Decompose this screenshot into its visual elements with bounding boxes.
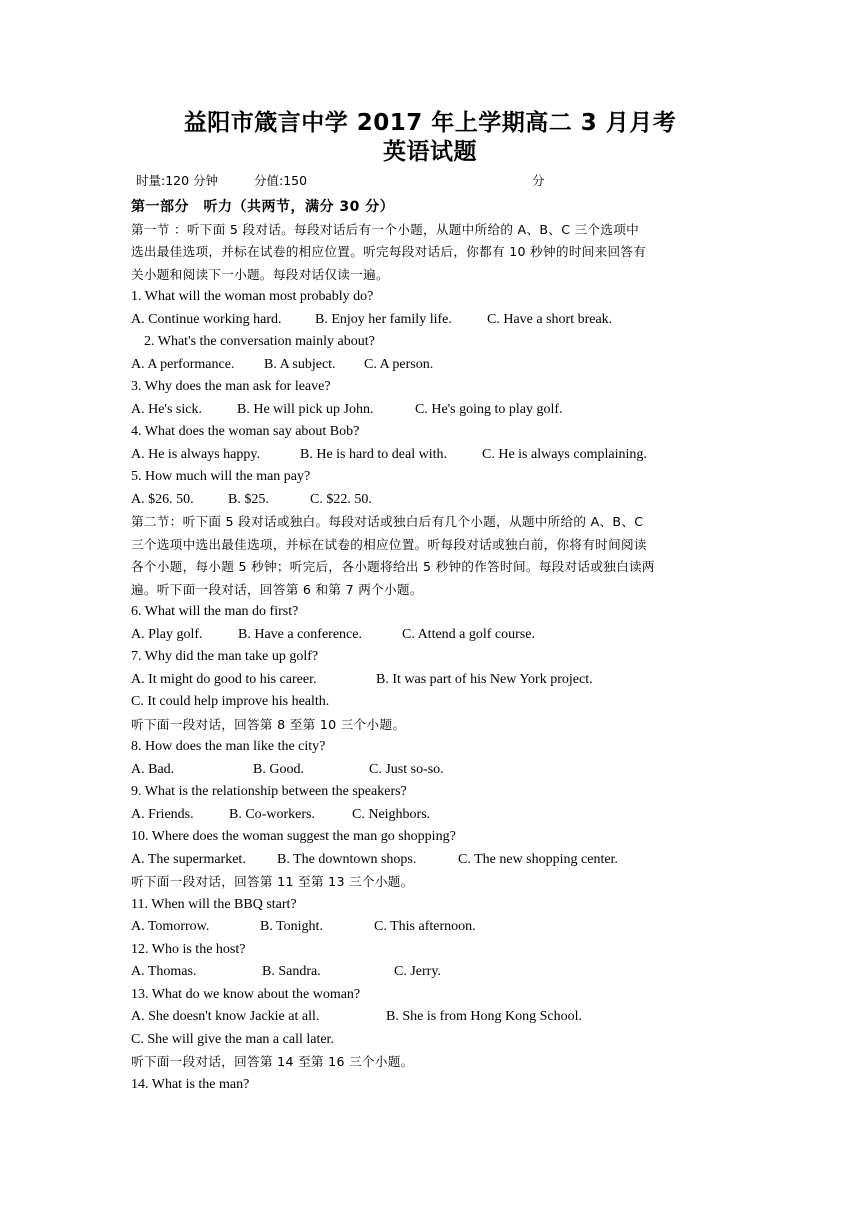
option-c: C. Just so-so. — [369, 761, 444, 777]
listening-note: 听下面一段对话，回答第 14 至第 16 三个小题。 — [131, 1054, 414, 1069]
question-options — [131, 624, 731, 647]
option-a: A. He's sick. — [131, 401, 202, 417]
question-text: 11. When will the BBQ start? — [131, 896, 297, 912]
question-text: 2. What's the conversation mainly about? — [144, 334, 375, 349]
exam-content — [131, 196, 731, 1096]
option-c: C. Have a short break. — [487, 311, 613, 327]
option-b: B. He will pick up John. — [237, 401, 374, 417]
listening-note: 听下面一段对话，回答第 8 至第 10 三个小题。 — [131, 716, 406, 732]
question-options — [131, 489, 731, 512]
question-text: 9. What is the relationship between the speakers? — [131, 784, 407, 799]
option-b: B. He is hard to deal with. — [300, 446, 447, 462]
option-b: B. Have a conference. — [238, 626, 362, 642]
instruction-line: 第二节：听下面 5 段对话或独白。每段对话或独白后有几个小题，从题中所给的 A、B、C — [131, 514, 644, 529]
option-a: A. Bad. — [131, 761, 175, 777]
question-text: 1. What will the woman most probably do? — [131, 289, 374, 304]
question-options — [131, 309, 731, 332]
option-b: B. Co-workers. — [229, 806, 315, 822]
question-text: 8. How does the man like the city? — [131, 739, 326, 754]
question-text: 4. What does the woman say about Bob? — [131, 424, 360, 439]
option-b: B. It was part of his New York project. — [376, 671, 593, 687]
option-b: B. Enjoy her family life. — [315, 311, 452, 327]
question-text: 12. Who is the host? — [131, 941, 246, 957]
option-c: C. This afternoon. — [374, 919, 476, 934]
option-c: C. Attend a golf course. — [402, 626, 535, 642]
question-options — [131, 759, 731, 782]
question-text: 7. Why did the man take up golf? — [131, 649, 319, 664]
option-a: A. $26. 50. — [131, 491, 194, 507]
option-c: C. The new shopping center. — [458, 851, 618, 867]
question-options — [131, 804, 731, 827]
question-text: 5. How much will the man pay? — [131, 469, 311, 484]
question-options — [131, 916, 731, 939]
question-text: 6. What will the man do first? — [131, 604, 299, 619]
option-a: A. Thomas. — [131, 964, 197, 979]
question-options — [131, 961, 731, 984]
question-options — [131, 399, 731, 422]
option-a: A. The supermarket. — [131, 851, 246, 867]
section-heading: 第一部分 听力（共两节，满分 30 分） — [131, 199, 395, 215]
question-options — [131, 849, 731, 872]
option-a: A. Tomorrow. — [131, 919, 210, 934]
question-text: 14. What is the man? — [131, 1076, 250, 1092]
listening-note: 听下面一段对话，回答第 11 至第 13 三个小题。 — [131, 874, 414, 889]
question-text: 10. Where does the woman suggest the man go shopping? — [131, 829, 456, 844]
option-a: A. She doesn't know Jackie at all. — [131, 1009, 320, 1024]
option-b: B. A subject. — [264, 356, 336, 372]
option-c: C. He's going to play golf. — [415, 401, 563, 417]
instruction-line: 第一节 ：听下面 5 段对话。每段对话后有一个小题，从题中所给的 A、B、C 三个选项中 — [131, 221, 640, 237]
option-b: B. Tonight. — [260, 919, 323, 934]
question-text: 13. What do we know about the woman? — [131, 986, 361, 1002]
instruction-line: 遍。听下面一段对话，回答第 6 和第 7 两个小题。 — [131, 581, 423, 597]
question-text: 3. Why does the man ask for leave? — [131, 379, 331, 394]
instruction-line: 关小题和阅读下一小题。每段对话仅读一遍。 — [131, 266, 389, 282]
option-b: B. $25. — [228, 491, 269, 507]
option-a: A. Play golf. — [131, 626, 203, 642]
question-options — [131, 669, 731, 692]
exam-score: 分值:150 — [254, 173, 308, 188]
exam-subtitle: 英语试题 — [383, 139, 477, 165]
question-options — [131, 354, 731, 377]
question-options — [131, 444, 731, 467]
instruction-line: 选出最佳选项，并标在试卷的相应位置。听完每段对话后，你都有 10 秒钟的时间来回答有 — [131, 244, 647, 259]
option-a: A. A performance. — [131, 356, 235, 372]
option-a: A. He is always happy. — [131, 446, 260, 462]
option-c: C. She will give the man a call later. — [131, 1031, 334, 1047]
option-c: C. It could help improve his health. — [131, 694, 330, 709]
option-b: B. The downtown shops. — [277, 851, 417, 867]
option-a: A. Friends. — [131, 806, 194, 822]
option-c: C. Jerry. — [394, 964, 441, 979]
option-c: C. $22. 50. — [310, 491, 372, 507]
instruction-line: 各个小题，每小题 5 秒钟；听完后，各小题将给出 5 秒钟的作答时间。每段对话或独白读两 — [131, 559, 655, 574]
exam-time: 时量:120 分钟 — [136, 173, 219, 188]
option-b: B. Good. — [253, 761, 304, 777]
option-c: C. A person. — [364, 356, 434, 372]
exam-title: 益阳市箴言中学 2017 年上学期高二 3 月月考 — [183, 110, 677, 136]
option-c: C. He is always complaining. — [482, 446, 647, 462]
option-a: A. It might do good to his career. — [131, 671, 317, 687]
option-b: B. Sandra. — [262, 964, 321, 979]
instruction-line: 三个选项中选出最佳选项，并标在试卷的相应位置。听每段对话或独白前，你将有时间阅读 — [131, 536, 647, 552]
question-options — [131, 1006, 731, 1029]
option-a: A. Continue working hard. — [131, 311, 282, 327]
exam-score-unit: 分 — [532, 173, 545, 188]
option-c: C. Neighbors. — [352, 806, 431, 822]
option-b: B. She is from Hong Kong School. — [386, 1009, 582, 1024]
